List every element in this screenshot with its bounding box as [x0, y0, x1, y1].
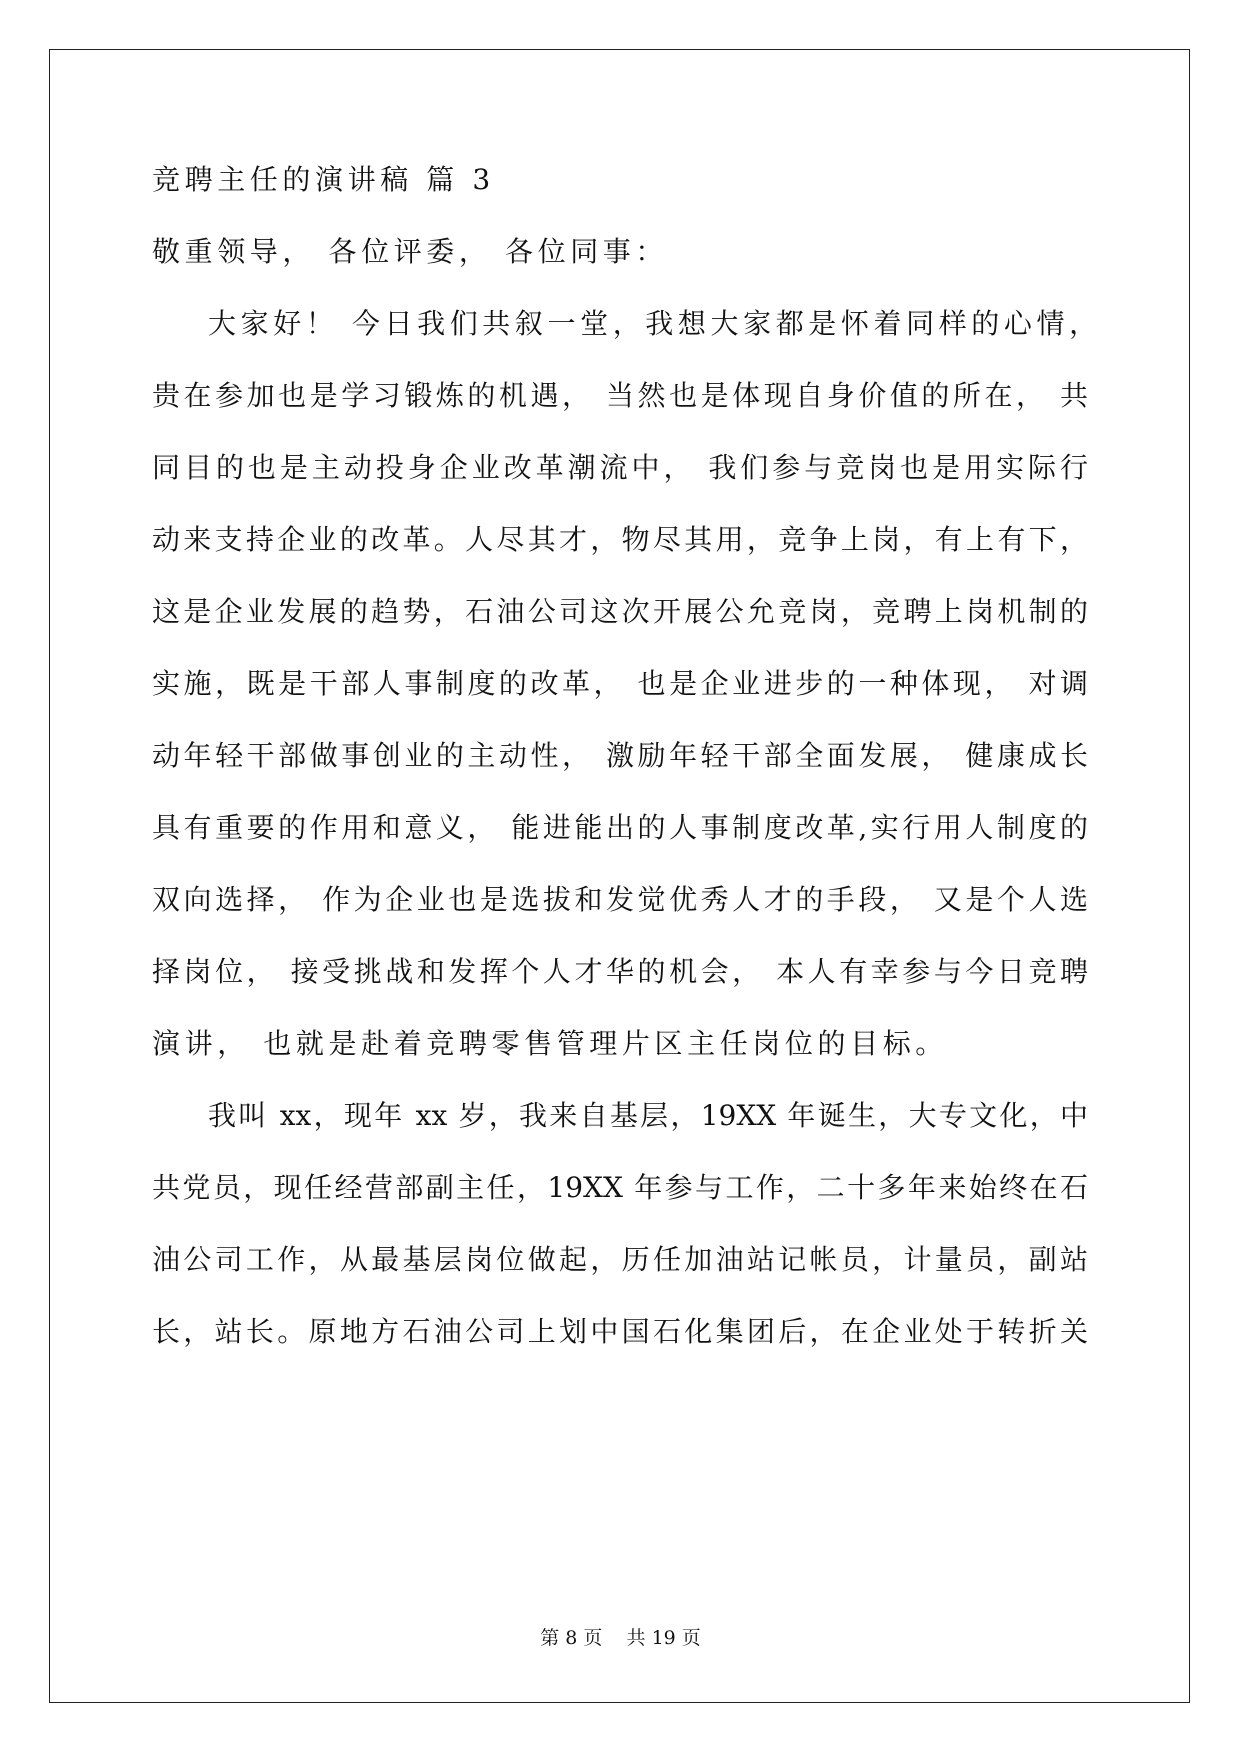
- paragraph-2-line-3: 油公司工作，从最基层岗位做起，历任加油站记帐员，计量员，副站: [152, 1243, 1088, 1276]
- paragraph-2-line-1: 我叫 xx，现年 xx 岁，我来自基层，19XX 年诞生，大专文化，中: [208, 1099, 1088, 1132]
- paragraph-2-line-2: 共党员，现任经营部副主任，19XX 年参与工作，二十多年来始终在石: [152, 1171, 1088, 1204]
- document-title: 竞聘主任的演讲稿 篇 3: [152, 163, 495, 196]
- paragraph-1-line-4: 动来支持企业的改革。人尽其才，物尽其用，竞争上岗，有上有下，: [152, 523, 1088, 556]
- paragraph-1-line-7: 动年轻干部做事创业的主动性， 激励年轻干部全面发展， 健康成长: [152, 739, 1088, 772]
- paragraph-1-line-5: 这是企业发展的趋势，石油公司这次开展公允竞岗，竞聘上岗机制的: [152, 595, 1088, 628]
- paragraph-1-line-2: 贵在参加也是学习锻炼的机遇， 当然也是体现自身价值的所在， 共: [152, 379, 1088, 412]
- page-frame: [49, 49, 1190, 1703]
- paragraph-1-line-8: 具有重要的作用和意义， 能进能出的人事制度改革,实行用人制度的: [152, 811, 1088, 844]
- paragraph-1-line-3: 同目的也是主动投身企业改革潮流中， 我们参与竞岗也是用实际行: [152, 451, 1088, 484]
- paragraph-2-line-4: 长，站长。原地方石油公司上划中国石化集团后，在企业处于转折关: [152, 1315, 1088, 1348]
- paragraph-1-line-1: 大家好！ 今日我们共叙一堂，我想大家都是怀着同样的心情，: [208, 307, 1102, 340]
- paragraph-1-line-6: 实施，既是干部人事制度的改革， 也是企业进步的一种体现， 对调: [152, 667, 1088, 700]
- paragraph-1-line-10: 择岗位， 接受挑战和发挥个人才华的机会， 本人有幸参与今日竞聘: [152, 955, 1088, 988]
- page-footer: 第 8 页 共 19 页: [540, 1627, 701, 1649]
- paragraph-1-line-11: 演讲， 也就是赴着竞聘零售管理片区主任岗位的目标。: [152, 1027, 948, 1060]
- salutation: 敬重领导， 各位评委， 各位同事：: [152, 235, 669, 268]
- paragraph-1-line-9: 双向选择， 作为企业也是选拔和发觉优秀人才的手段， 又是个人选: [152, 883, 1088, 916]
